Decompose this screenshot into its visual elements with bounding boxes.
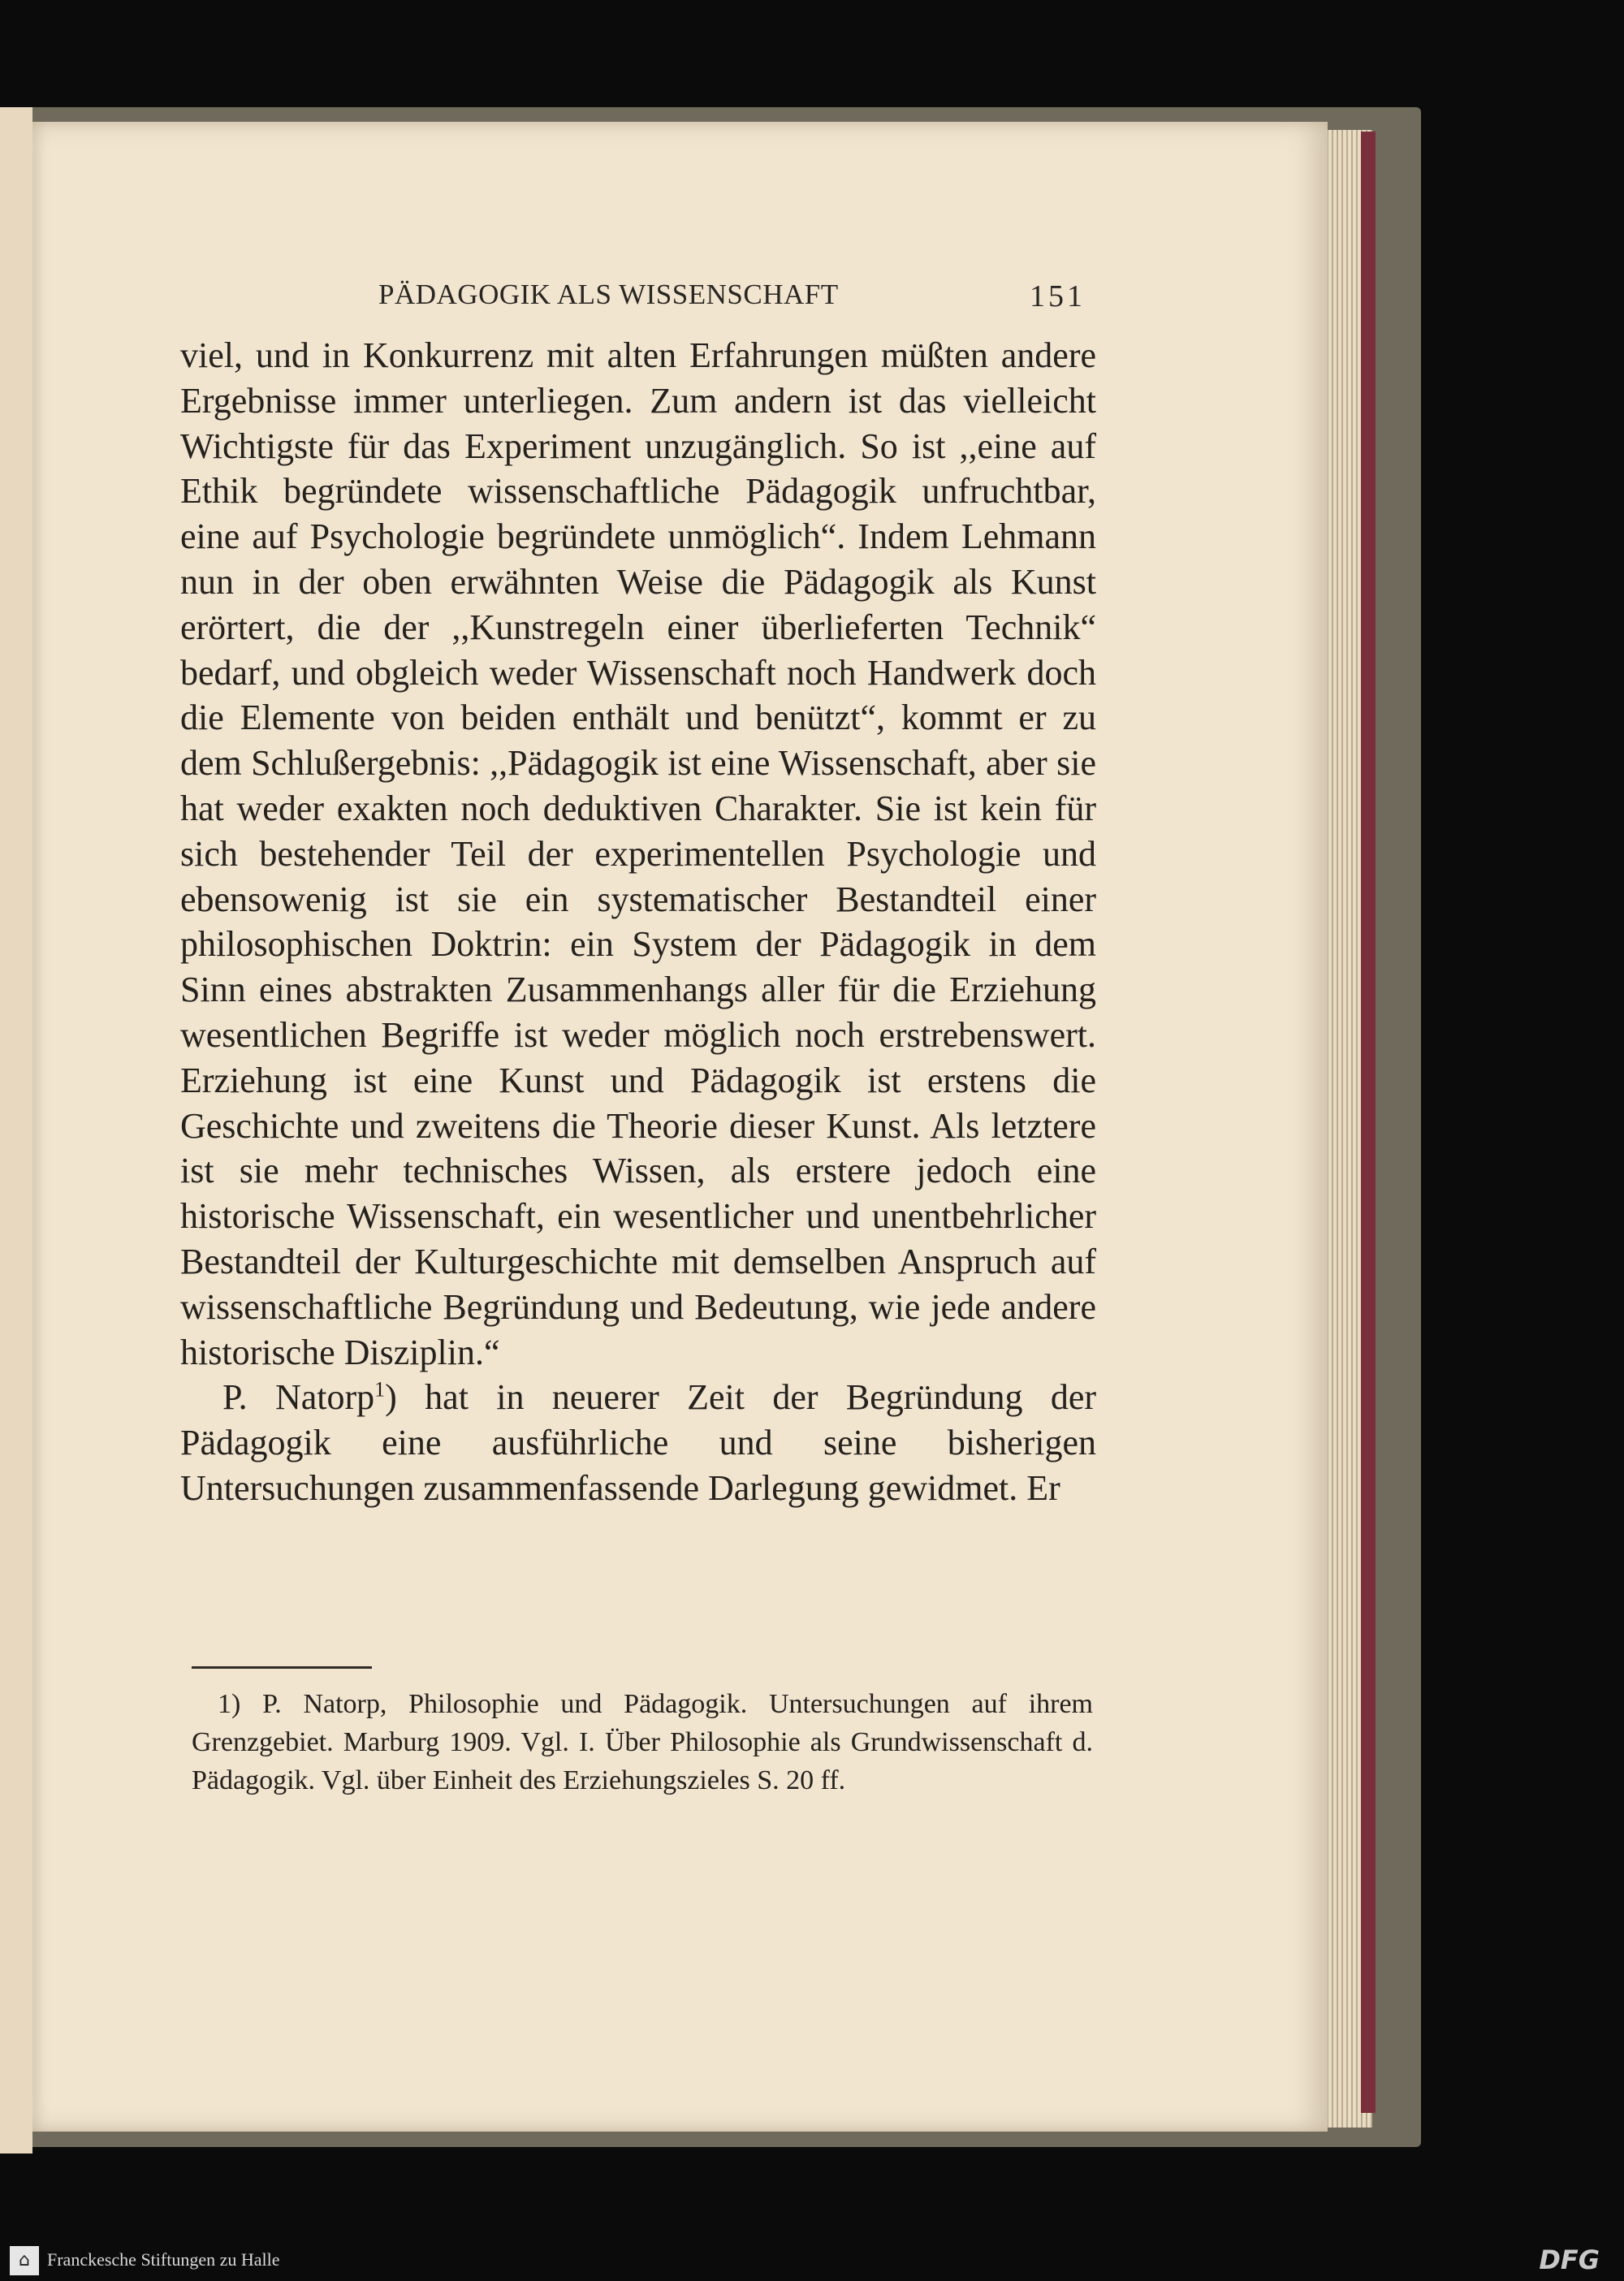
footnote-rule — [192, 1666, 372, 1669]
paragraph-text: ) hat in neuerer Zeit der Begründung der Pädagogik eine ausführliche und seine bisherigen Untersuchungen zusammenfassende Darlegung gewidmet. Er — [180, 1377, 1096, 1508]
library-logo-icon: ⌂ — [10, 2246, 39, 2275]
footnote-reference: 1 — [374, 1377, 386, 1402]
author-name: P. Natorp — [222, 1377, 375, 1418]
cover-edge — [1361, 132, 1376, 2113]
body-text — [180, 333, 1096, 1511]
running-head — [0, 279, 1624, 311]
paragraph — [180, 1375, 1096, 1510]
footnote-text: 1) P. Natorp, Philosophie und Pädagogik. Untersuchungen auf ihrem Grenzgebiet. Marburg 1909. Vgl. I. Über Philosophie als Grundwissenschaft d. Pädagogik. Vgl. über Einheit des Erziehungszieles S. 20 ff. — [192, 1689, 1093, 1795]
running-title: PÄDAGOGIK ALS WISSENSCHAFT — [378, 279, 839, 310]
library-name: Franckesche Stiftungen zu Halle — [47, 2249, 280, 2270]
dfg-logo: DFG — [1539, 2244, 1600, 2275]
paragraph: viel, und in Konkurrenz mit alten Erfahrungen müßten andere Ergebnisse immer unterliegen. Zum andern ist das vielleicht Wichtigste für das Experiment unzugänglich. So ist ,,eine auf Ethik begründete wissenschaftliche Pädagogik unfruchtbar, eine auf Psychologie begründete unmöglich“. Indem Lehmann nun in der oben erwähnten Weise die Pädagogik als Kunst erörtert, die der ,,Kunstregeln einer überlieferten Technik“ bedarf, und obgleich weder Wissenschaft noch Handwerk doch die Elemente von beiden enthält und benützt“, kommt er zu dem Schlußergebnis: ,,Pädagogik ist eine Wissenschaft, aber sie hat weder exakten noch deduktiven Charakter. Sie ist kein für sich bestehender Teil der experimentellen Psychologie und ebensowenig ist sie ein systematischer Bestandteil einer philosophischen Doktrin: ein System der Pädagogik in dem Sinn eines abstrakten Zusammenhangs aller für die Erziehung wesentlichen Begriffe ist weder möglich noch erstrebenswert. Erziehung ist eine Kunst und Pädagogik ist erstens die Geschichte und zweitens die Theorie dieser Kunst. Als letztere ist sie mehr technisches Wissen, als erstere jedoch eine historische Wissenschaft, ein wesentlicher und unentbehrlicher Bestandteil der Kulturgeschichte mit demselben Anspruch auf wissenschaftliche Begründung und Bedeutung, wie jede andere historische Disziplin.“ — [180, 335, 1096, 1372]
page-number: 151 — [1030, 279, 1086, 313]
footnote — [192, 1685, 1093, 1799]
facing-page-edge — [0, 107, 32, 2154]
